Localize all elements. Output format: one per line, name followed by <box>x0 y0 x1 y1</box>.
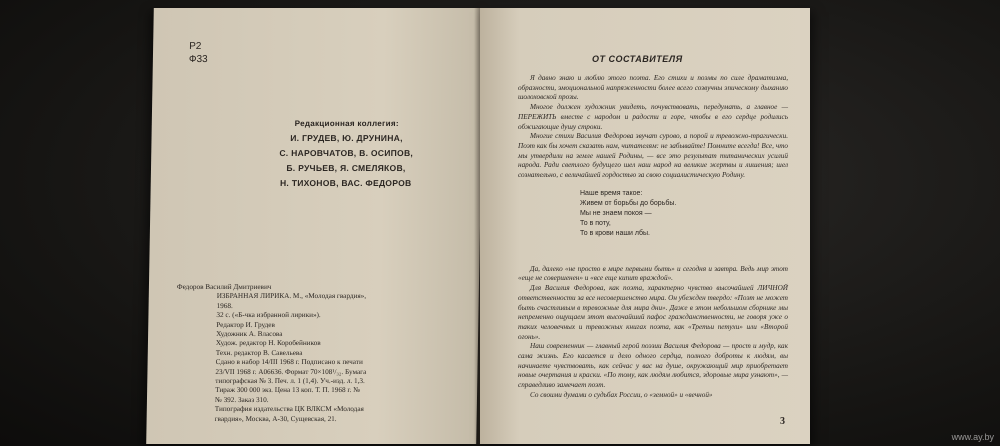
imprint-line: № 392. Заказ 310. <box>214 395 269 404</box>
left-page <box>146 8 484 444</box>
imprint-line: 32 с. («Б-чка избранной лирики»). <box>216 311 321 320</box>
imprint-line: Сдано в набор 14/III 1968 г. Подписано к печати <box>215 358 363 367</box>
board-line: Н. ТИХОНОВ, ВАС. ФЕДОРОВ <box>279 178 412 188</box>
imprint-line: 23/VII 1968 г. А06636. Формат 70×108¹/₃₂. Бумага <box>215 367 367 376</box>
paragraph: Для Василия Федорова, как поэта, характерно чувство высочайшей ЛИЧНОЙ ответственности за все несовершенство мира. Он убежден твердо: «Поэт не может быть счастливым в тревожные для мира дни». Даже в этом небольшом сборнике мы непременно ощущаем этот высочайший пафос гражданственности, не говоря уже о таких человечных и тревожных книгах поэта, как «Третьи петухи» или «Второй огонь». <box>518 284 788 341</box>
poem-quote <box>580 189 788 239</box>
poem-line: То в крови наши лбы. <box>580 229 650 237</box>
board-line: И. ГРУДЕВ, Ю. ДРУНИНА, <box>290 133 403 143</box>
catalog-code: Ф33 <box>188 54 208 65</box>
poem-line: Мы не знаем покоя — <box>580 209 652 217</box>
paragraph: Наш современник — главный герой поэзии Василия Федорова — прост и мудр, как сама жизнь. Его касается и дело одного сердца, полного доброты к людям, вы начинаете чувствовать, как сейчас у вас на душе, окружающий мир приобретает новые очертания и краски. «По тому, как людям любится, здоровые мира узнают», — справедливо замечает поэт. <box>518 342 788 390</box>
paragraph: Я давно знаю и люблю этого поэта. Его стихи и поэмы по силе драматизма, образности, эмоциональной напряженности более всего созвучны эпическому дыханию шолоховской прозы. <box>518 74 788 102</box>
paragraph: Многое должен художник увидеть, почувствовать, передумать, а главное — ПЕРЕЖИТЬ вместе с народом и радости и горе, чтобы в его сердце родились обжигающие душу строки. <box>518 103 788 131</box>
page-number: 3 <box>780 416 785 427</box>
preface-text <box>518 74 788 401</box>
paragraph: Многие стихи Василия Федорова звучат сурово, а порой и тревожно-трагически. Поэт как бы хочет сказать нам, читателям: не забывайте! Помните всегда! Все, что мы утвердили на земле нашей Родины, — все это результат титанических усилий народа. Ради светлого будущего шел наш народ на великие жертвы и лишения; шел сознательно, с величайшей гордостью за свою социалистическую Родину. <box>518 132 788 180</box>
board-heading: Редакционная коллегия: <box>294 119 399 128</box>
imprint-line: Федоров Василий Дмитриевич <box>176 283 272 291</box>
paragraph: Со своими думами о судьбах России, о «земной» и «вечной» <box>530 390 713 399</box>
watermark: www.ay.by <box>951 432 994 442</box>
imprint-line: Художник А. Власова <box>216 330 283 339</box>
board-line: Б. РУЧЬЕВ, Я. СМЕЛЯКОВ, <box>286 163 406 173</box>
imprint-line: гвардия», Москва, А-30, Сущевская, 21. <box>214 414 337 423</box>
imprint-line: Редактор И. Грудев <box>216 320 275 329</box>
poem-line: То в поту, <box>580 219 611 227</box>
imprint-line: Тираж 300 000 экз. Цена 13 коп. Т. П. 1968 г. № <box>215 386 361 395</box>
board-line: С. НАРОВЧАТОВ, В. ОСИПОВ, <box>279 148 414 158</box>
imprint-line: Техн. редактор В. Савельева <box>215 348 303 357</box>
imprint-line: Типография издательства ЦК ВЛКСМ «Молодая <box>214 405 364 414</box>
imprint-line: ИЗБРАННАЯ ЛИРИКА. М., «Молодая гвардия», <box>216 292 367 301</box>
catalog-code: Р2 <box>189 41 202 52</box>
poem-line: Живем от борьбы до борьбы. <box>580 199 677 207</box>
paragraph: Да, далеко «не просто в мире первыми быть» и сегодня и завтра. Ведь мир этот «еще не совершенен» и «все еще кипит враждой». <box>518 264 788 283</box>
imprint <box>175 283 467 424</box>
editorial-board <box>211 116 482 191</box>
poem-line: Наше время такое: <box>580 189 643 197</box>
imprint-line: Худож. редактор Н. Коробейников <box>215 339 321 348</box>
catalog-codes <box>189 40 208 66</box>
section-title: ОТ СОСТАВИТЕЛЯ <box>592 54 683 64</box>
imprint-line: 1968. <box>216 301 233 310</box>
right-page <box>480 8 810 444</box>
imprint-line: типографская № 3. Печ. л. 1 (1,4). Уч.-изд. л. 1,3. <box>215 377 365 386</box>
